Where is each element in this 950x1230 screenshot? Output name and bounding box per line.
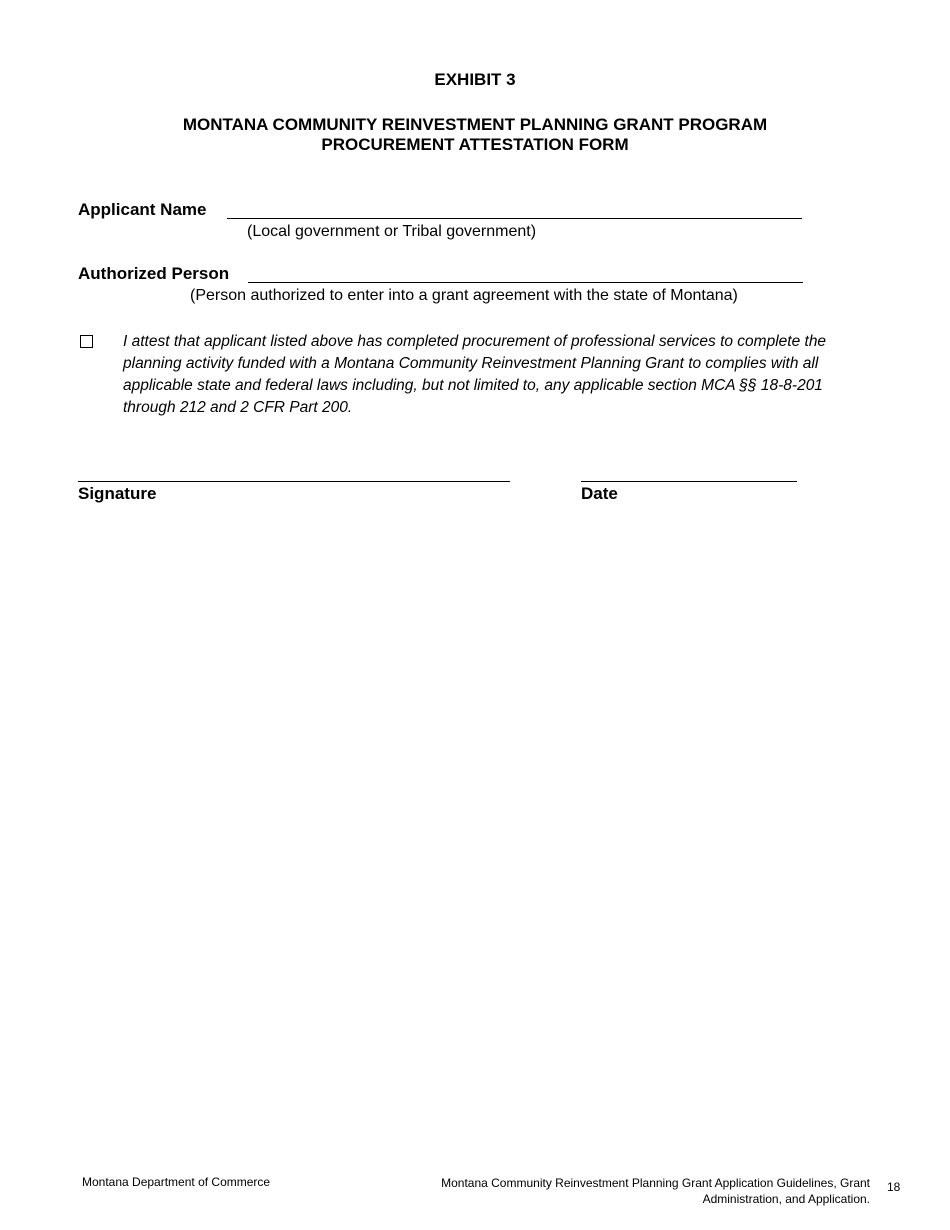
- authorized-person-hint: (Person authorized to enter into a grant agreement with the state of Montana): [190, 287, 738, 304]
- authorized-person-field[interactable]: [248, 282, 803, 283]
- date-label: Date: [581, 484, 618, 503]
- form-title-line2: PROCUREMENT ATTESTATION FORM: [321, 135, 629, 154]
- signature-label: Signature: [78, 484, 157, 503]
- footer-title-line2: Administration, and Application.: [702, 1192, 870, 1206]
- date-field[interactable]: [581, 481, 797, 482]
- authorized-person-label: Authorized Person: [78, 264, 230, 283]
- applicant-name-hint: (Local government or Tribal government): [247, 223, 537, 240]
- applicant-name-label: Applicant Name: [78, 200, 207, 219]
- signature-field[interactable]: [78, 481, 510, 482]
- footer-department: Montana Department of Commerce: [82, 1175, 271, 1189]
- form-title-line1: MONTANA COMMUNITY REINVESTMENT PLANNING GRANT PROGRAM: [182, 115, 768, 134]
- exhibit-heading: EXHIBIT 3: [434, 70, 516, 89]
- footer-title-line1: Montana Community Reinvestment Planning Grant Application Guidelines, Grant: [441, 1176, 870, 1190]
- form-title: [0, 115, 950, 155]
- applicant-name-field[interactable]: [227, 218, 802, 219]
- attestation-checkbox[interactable]: [80, 335, 93, 348]
- footer-document-title: [441, 1175, 870, 1207]
- page-number: 18: [887, 1180, 901, 1194]
- attestation-text: I attest that applicant listed above has completed procurement of professional services to complete the planning activity funded with a Montana Community Reinvestment Planning Grant to complies with all applicable state and federal laws including, but not limited to, any applicable section MCA §§ 18-8-201 through 212 and 2 CFR Part 200.: [123, 333, 827, 416]
